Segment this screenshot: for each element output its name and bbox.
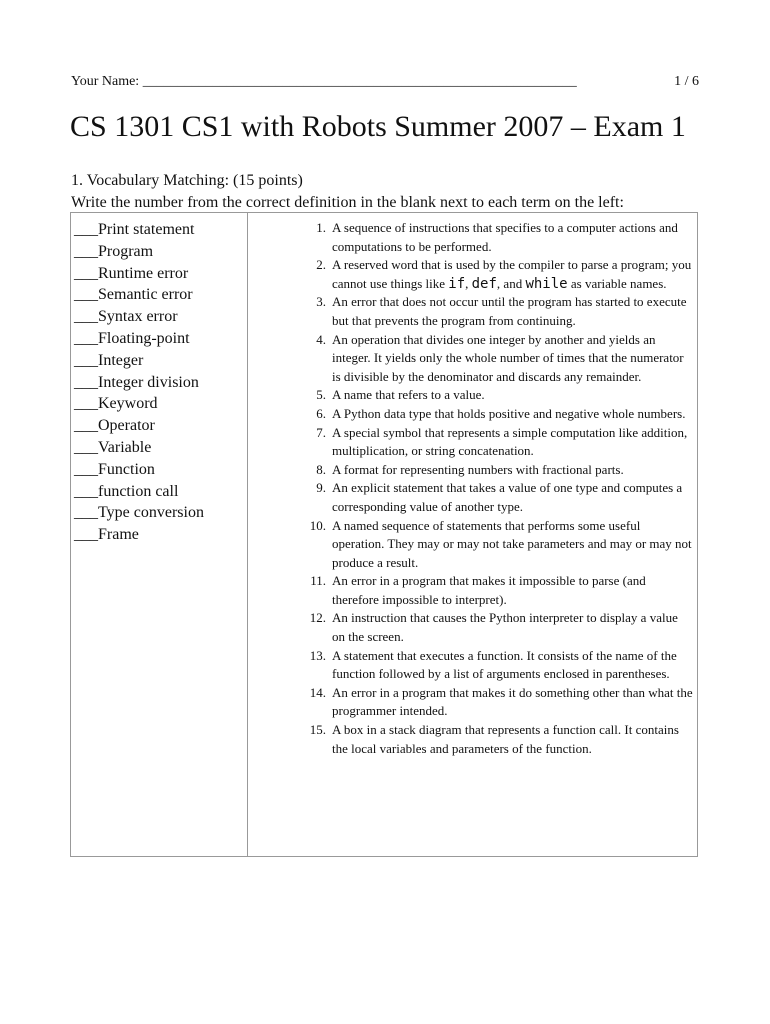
definition-item (304, 517, 694, 573)
exam-title: CS 1301 CS1 with Robots Summer 2007 – Exam 1 (70, 110, 686, 143)
definition-item (304, 386, 694, 405)
definition-text: A named sequence of statements that performs some useful operation. They may or may not take parameters and may or may not produce a result. (332, 517, 692, 570)
definition-text: An operation that divides one integer by another and yields an integer. It yields only the whole number of times that the numerator is divisible by the denominator and discards any remainder. (332, 331, 684, 384)
name-label: Your Name: ______________________________________________________________ (71, 74, 577, 89)
definition-number: 1. (316, 220, 326, 235)
term-item: ___Print statement (74, 221, 195, 238)
term-item: ___Syntax error (74, 308, 178, 326)
term-item: ___Program (74, 242, 154, 260)
matching-table (70, 212, 698, 857)
term-item: ___Frame (74, 526, 139, 544)
code-keyword: if (448, 275, 466, 292)
definition-text: A special symbol that represents a simple computation like addition, multiplication, or string concatenation. (332, 424, 688, 459)
term-item: ___Semantic error (74, 286, 193, 304)
definition-item (304, 609, 694, 646)
definition-text: A format for representing numbers with fractional parts. (332, 461, 624, 477)
definition-item (304, 572, 694, 609)
term-item: ___Integer division (74, 373, 199, 391)
definition-text: A statement that executes a function. It consists of the name of the function followed by a list of arguments enclosed in parentheses. (332, 647, 677, 682)
page-number: 1 / 6 (674, 74, 699, 89)
definition-text: A reserved word that is used by the compiler to parse a program; you cannot use things like (332, 257, 692, 291)
definition-text: A name that refers to a value. (332, 387, 485, 403)
term-item: ___Integer (74, 351, 144, 369)
column-divider (247, 213, 248, 856)
definition-text: , (465, 275, 472, 291)
definition-number: 13. (309, 647, 326, 663)
definition-item (304, 684, 694, 721)
definition-number: 10. (309, 517, 326, 533)
definition-item (304, 293, 694, 330)
definition-item (304, 405, 694, 424)
terms-list (74, 219, 244, 546)
definition-text: A sequence of instructions that specifies to a computer actions and computations to be performed. (332, 220, 678, 254)
definition-number: 15. (309, 722, 326, 738)
definition-number: 8. (316, 461, 326, 477)
definition-text: An error in a program that makes it impossible to parse (and therefore impossible to interpret). (332, 573, 646, 607)
term-item: ___Runtime error (74, 264, 189, 282)
definition-text: An explicit statement that takes a value of one type and computes a corresponding value of another type. (332, 480, 683, 514)
definition-number: 2. (316, 257, 326, 273)
term-item: ___Type conversion (74, 504, 204, 522)
definition-text: An error in a program that makes it do something other than what the programmer intended. (332, 684, 693, 719)
code-keyword: while (525, 275, 568, 292)
definition-text: A Python data type that holds positive and negative whole numbers. (332, 405, 686, 421)
definition-text: An error that does not occur until the program has started to execute but that prevents the program from continuing. (332, 294, 687, 328)
definition-item (304, 479, 694, 516)
definition-text: An instruction that causes the Python interpreter to display a value on the screen. (332, 610, 678, 645)
definition-text: , and (496, 275, 526, 291)
definition-number: 3. (316, 294, 326, 310)
term-item: ___Function (74, 460, 155, 478)
definition-item (304, 424, 694, 461)
definition-number: 14. (309, 684, 326, 700)
definition-text: as variable names. (567, 275, 667, 291)
definition-number: 12. (309, 610, 326, 626)
definition-item (304, 219, 694, 256)
definition-number: 6. (316, 405, 326, 421)
definition-text: A box in a stack diagram that represents a function call. It contains the local variables and parameters of the function. (332, 722, 679, 756)
question-heading: 1. Vocabulary Matching: (15 points) (71, 172, 303, 189)
code-keyword: def (471, 275, 497, 292)
definition-item (304, 647, 694, 684)
definitions-list (304, 219, 694, 758)
definition-item (304, 331, 694, 387)
definition-number: 9. (316, 480, 326, 496)
term-item: ___Floating-point (74, 329, 190, 347)
definition-number: 11. (310, 573, 326, 589)
term-item: ___Keyword (74, 395, 158, 413)
term-item: ___Variable (74, 438, 152, 456)
term-item: ___Operator (74, 417, 155, 435)
definition-item (304, 256, 694, 293)
definition-number: 7. (316, 424, 326, 440)
definition-item (304, 721, 694, 758)
definition-number: 4. (316, 331, 326, 347)
definition-number: 5. (316, 387, 326, 403)
term-item: ___function call (74, 482, 179, 500)
question-instructions: Write the number from the correct definition in the blank next to each term on the left: (71, 194, 624, 211)
definition-item (304, 461, 694, 480)
